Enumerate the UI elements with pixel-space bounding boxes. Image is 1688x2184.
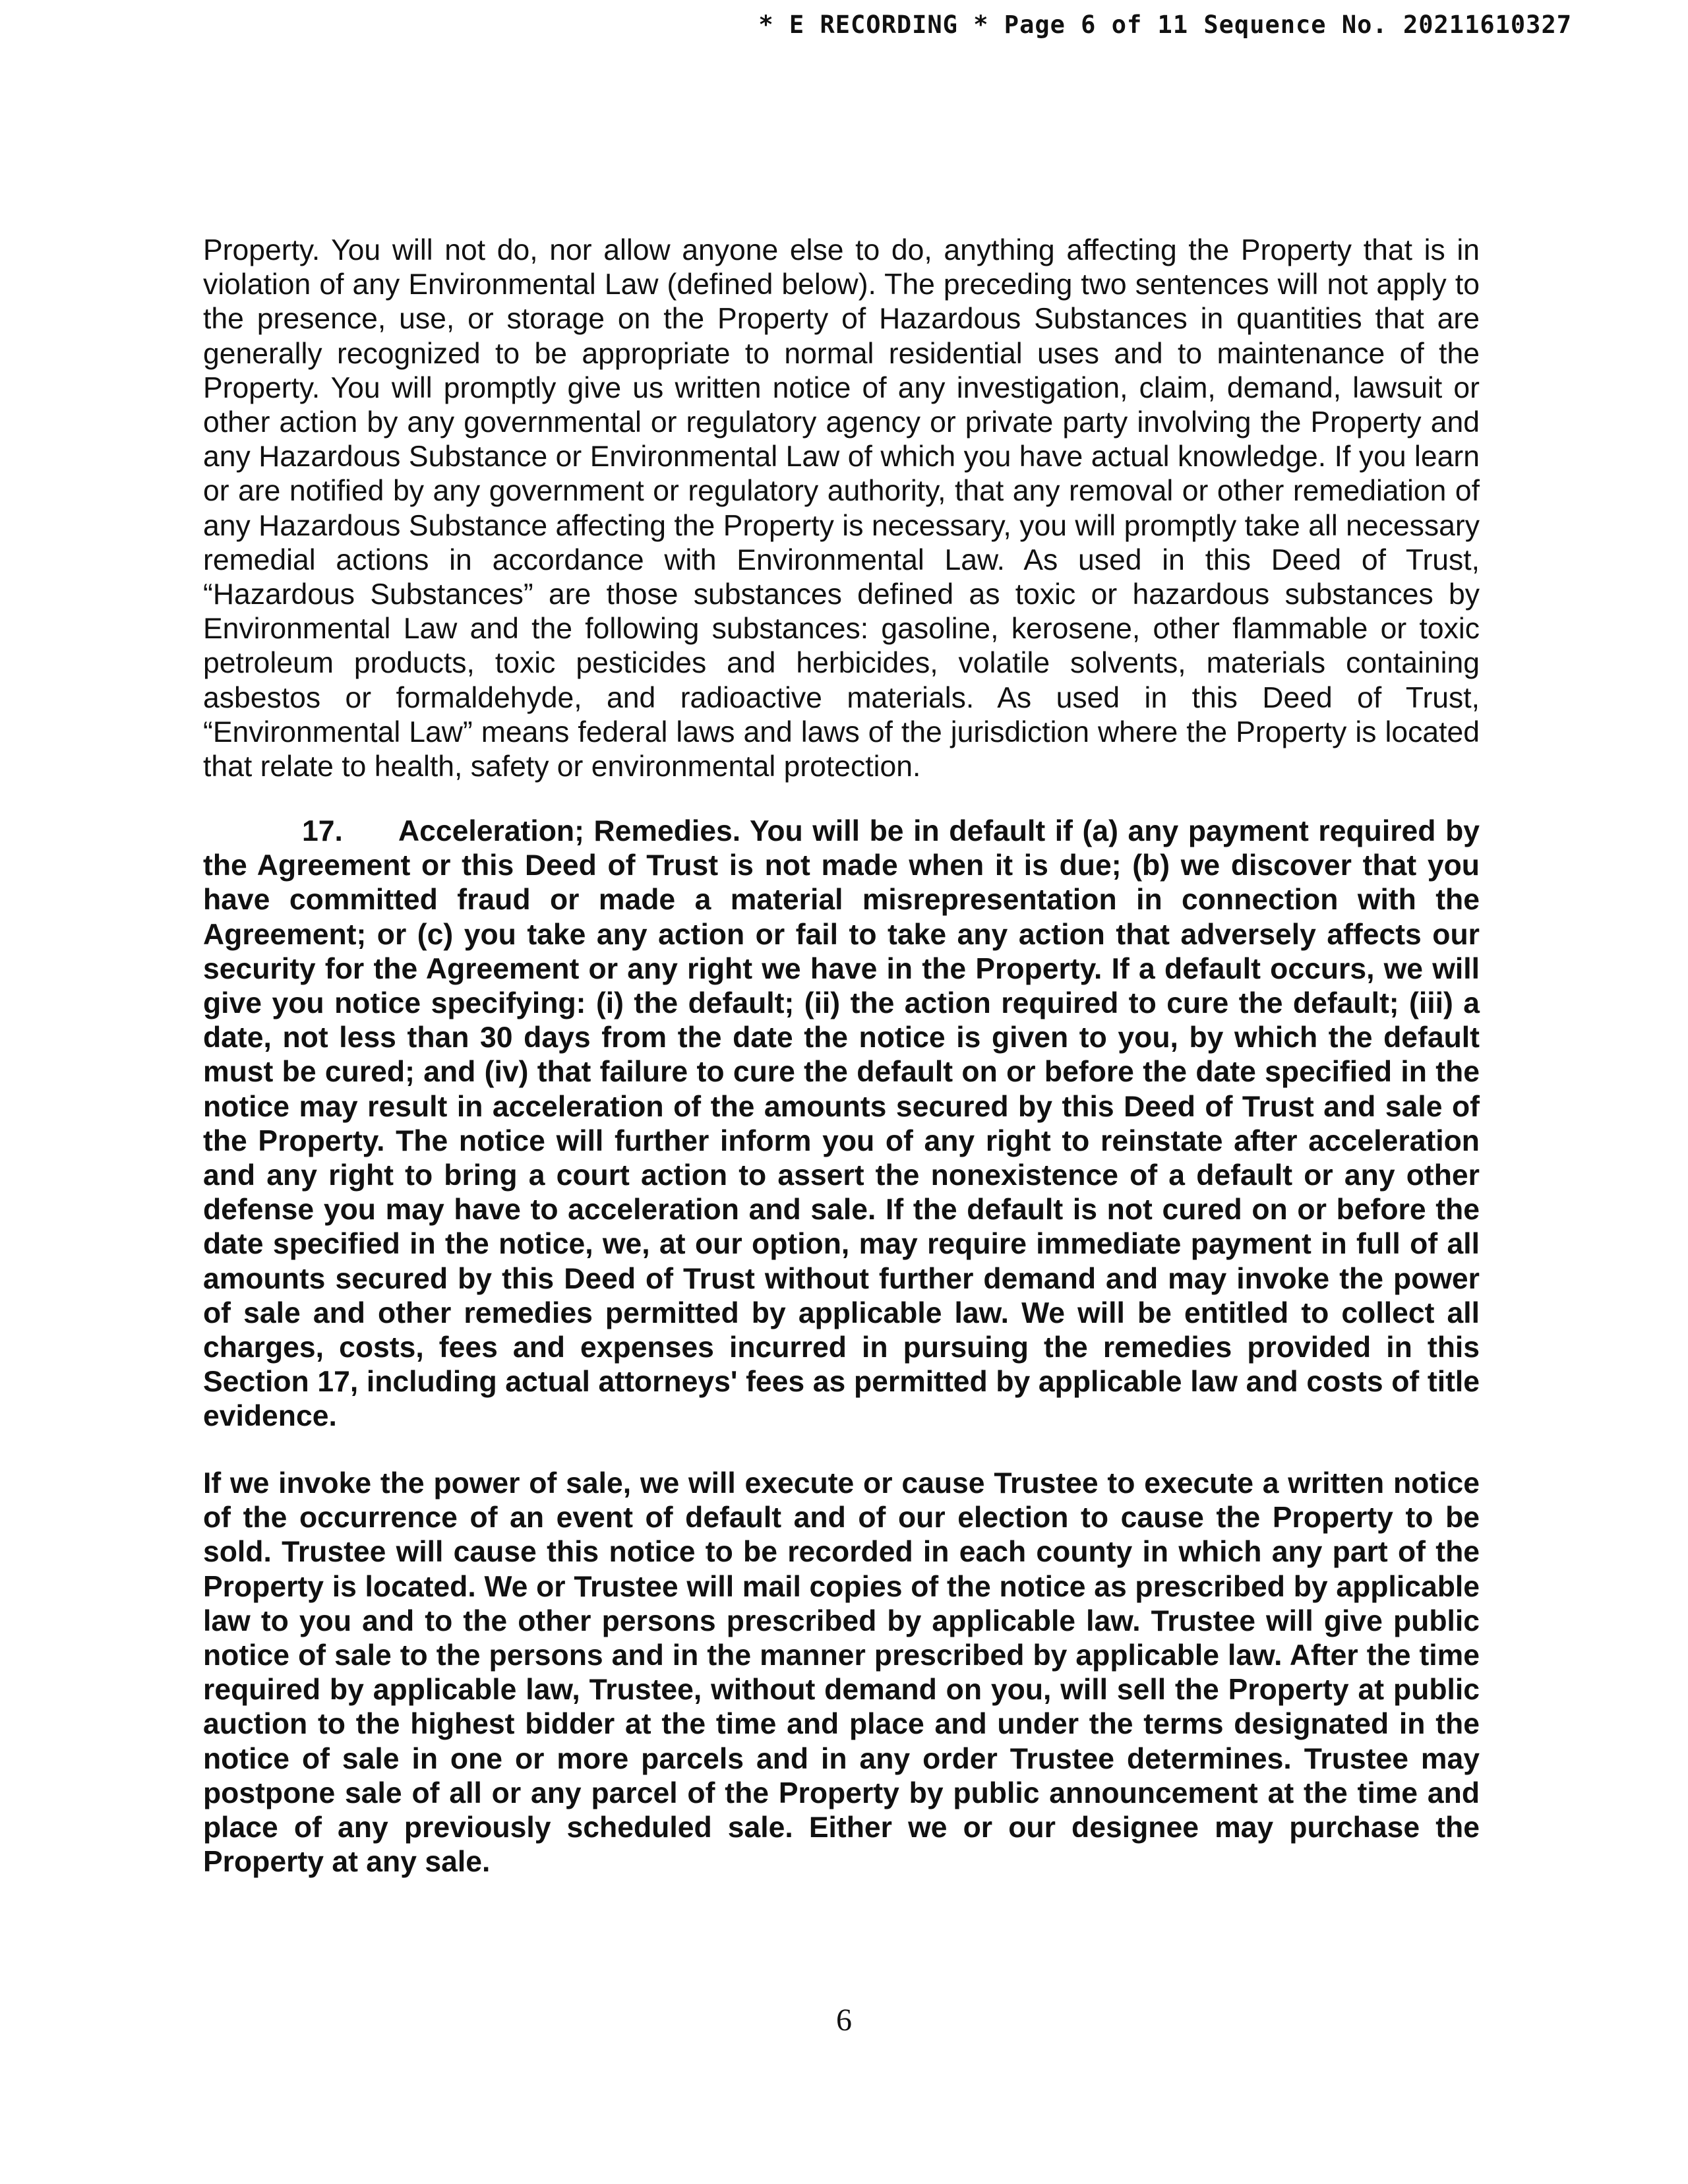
page-number: 6 [836, 2003, 852, 2038]
section-17-paragraph [203, 814, 1480, 1434]
section-17-text: Acceleration; Remedies. You will be in default if (a) any payment required by the Agreement or this Deed of Trust is not made when it is due; (b) we discover that you have committed fraud or made a material misrepresentation in connection with the Agreement; or (c) you take any action or fail to take any action that adversely affects our security for the Agreement or any right we have in the Property. If a default occurs, we will give you notice specifying: (i) the default; (ii) the action required to cure the default; (iii) a date, not less than 30 days from the date the notice is given to you, by which the default must be cured; and (iv) that failure to cure the default on or before the date specified in the notice may result in acceleration of the amounts secured by this Deed of Trust and sale of the Property. The notice will further inform you of any right to reinstate after acceleration and any right to bring a court action to assert the nonexistence of a default or any other defense you may have to acceleration and sale. If the default is not cured on or before the date specified in the notice, we, at our option, may require immediate payment in full of all amounts secured by this Deed of Trust without further demand and may invoke the power of sale and other remedies permitted by applicable law. We will be entitled to collect all charges, costs, fees and expenses incurred in pursuing the remedies provided in this Section 17, including actual attorneys' fees as permitted by applicable law and costs of title evidence. [203, 815, 1480, 1433]
power-of-sale-paragraph: If we invoke the power of sale, we will execute or cause Trustee to execute a written notice of the occurrence of an event of default and of our election to cause the Property to be sold. Trustee will cause this notice to be recorded in each county in which any part of the Property is located. We or Trustee will mail copies of the notice as prescribed by applicable law to you and to the other persons prescribed by applicable law. Trustee will give public notice of sale to the persons and in the manner prescribed by applicable law. After the time required by applicable law, Trustee, without demand on you, will sell the Property at public auction to the highest bidder at the time and place and under the terms designated in the notice of sale in one or more parcels and in any order Trustee determines. Trustee may postpone sale of all or any parcel of the Property by public announcement at the time and place of any previously scheduled sale. Either we or our designee may purchase the Property at any sale. [203, 1467, 1480, 1879]
recording-header: * E RECORDING * Page 6 of 11 Sequence No. 20211610327 [758, 11, 1572, 39]
environmental-paragraph: Property. You will not do, nor allow anyone else to do, anything affecting the Property that is in violation of any Environmental Law (defined below). The preceding two sentences will not apply to the presence, use, or storage on the Property of Hazardous Substances in quantities that are generally recognized to be appropriate to normal residential uses and to maintenance of the Property. You will promptly give us written notice of any investigation, claim, demand, lawsuit or other action by any governmental or regulatory agency or private party involving the Property and any Hazardous Substance or Environmental Law of which you have actual knowledge. If you learn or are notified by any government or regulatory authority, that any removal or other remediation of any Hazardous Substance affecting the Property is necessary, you will promptly take all necessary remedial actions in accordance with Environmental Law. As used in this Deed of Trust, “Hazardous Substances” are those substances defined as toxic or hazardous substances by Environmental Law and the following substances: gasoline, kerosene, other flammable or toxic petroleum products, toxic pesticides and herbicides, volatile solvents, materials containing asbestos or formaldehyde, and radioactive materials. As used in this Deed of Trust, “Environmental Law” means federal laws and laws of the jurisdiction where the Property is located that relate to health, safety or environmental protection. [203, 234, 1480, 783]
section-number: 17. [302, 815, 343, 847]
